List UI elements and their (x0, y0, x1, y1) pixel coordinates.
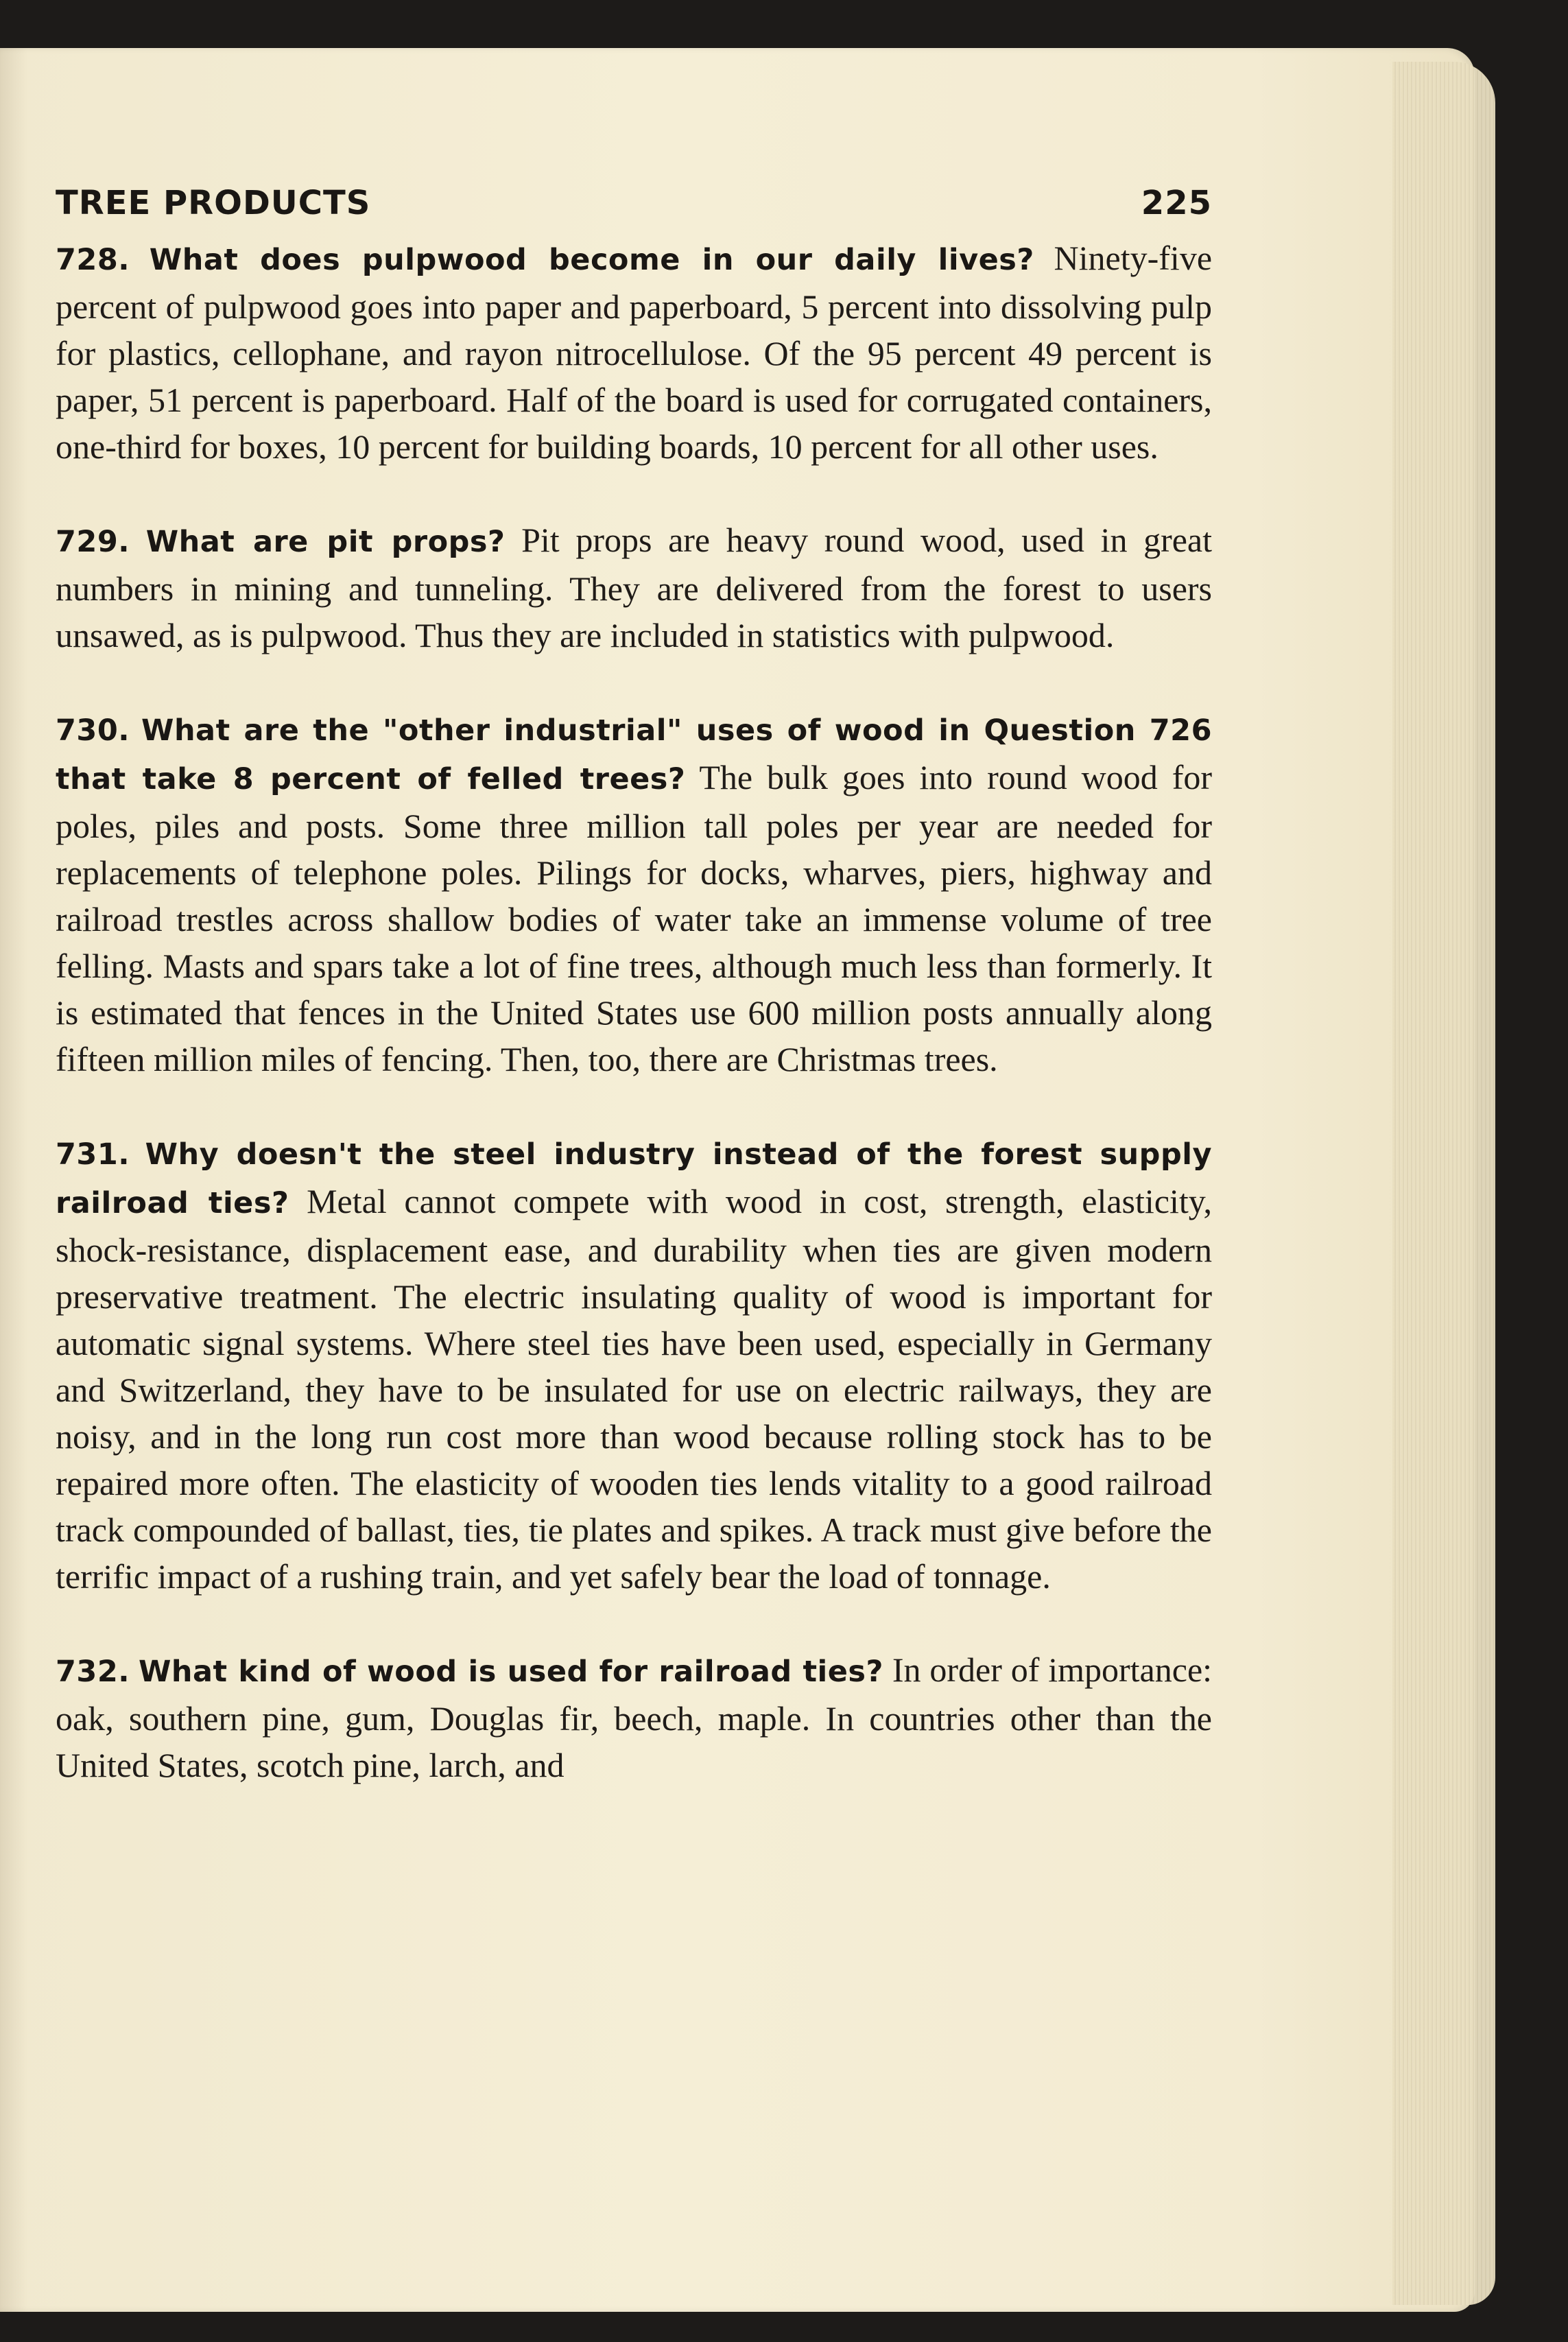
running-head: TREE PRODUCTS (56, 184, 371, 222)
qa-entry-732 (56, 1646, 1212, 1788)
question-number: 729. (56, 525, 130, 559)
spine-shadow (0, 48, 27, 2312)
question-text: What are the "other industrial" uses of wood in Question 726 that take 8 percent of felled trees? (56, 713, 1213, 796)
qa-entry-728 (56, 235, 1212, 470)
page-number: 225 (1141, 184, 1212, 222)
answer-text: The bulk goes into round wood for poles, piles and posts. Some three million tall poles per year are needed for replacements of telephone poles. Pilings for docks, wharves, piers, highway and railroad trestles across shallow bodies of water take an immense volume of tree felling. Masts and spars take a lot of fine trees, although much less than formerly. It is estimated that fences in the United States use 600 million posts annually along fifteen million miles of fencing. Then, too, there are Christmas trees. (56, 758, 1213, 1078)
question-number: 730. (56, 713, 130, 748)
question-text: What does pulpwood become in our daily lives? (149, 243, 1034, 277)
qa-entry-730 (56, 705, 1212, 1083)
answer-text: In order of importance: oak, southern pine, gum, Douglas fir, beech, maple. In countries other than the United States, scotch pine, larch, and (56, 1651, 1213, 1784)
qa-entry-731 (56, 1129, 1212, 1600)
question-text: Why doesn't the steel industry instead of the forest supply railroad ties? (56, 1137, 1212, 1220)
question-number: 731. (56, 1137, 130, 1172)
answer-text: Pit props are heavy round wood, used in great numbers in mining and tunneling. They are delivered from the forest to users unsawed, as is pulpwood. Thus they are included in statistics with pulpwood. (56, 521, 1213, 654)
page-content (56, 235, 1212, 1835)
qa-entry-729 (56, 517, 1212, 659)
question-text: What kind of wood is used for railroad ties? (138, 1655, 883, 1689)
question-number: 728. (56, 243, 130, 277)
page-edges (1392, 62, 1495, 2305)
answer-text: Metal cannot compete with wood in cost, strength, elasticity, shock-resistance, displacement ease, and durability when ties are given modern preservative treatment. The electric insulating quality of wood is important for automatic signal systems. Where steel ties have been used, especially in Germany and Switzerland, they have to be insulated for use on electric railways, they are noisy, and in the long run cost more than wood because rolling stock has to be repaired more often. The elasticity of wooden ties lends vitality to a good railroad track compounded of ballast, ties, tie plates and spikes. A track must give before the terrific impact of a rushing train, and yet safely bear the load of tonnage. (56, 1182, 1213, 1596)
question-text: What are pit props? (145, 525, 506, 559)
answer-text: Ninety-five percent of pulpwood goes into paper and paperboard, 5 percent into dissolving pulp for plastics, cellophane, and rayon nitrocellulose. Of the 95 percent 49 percent is paper, 51 percent is paperboard. Half of the board is used for corrugated containers, one-third for boxes, 10 percent for building boards, 10 percent for all other uses. (56, 239, 1213, 466)
question-number: 732. (56, 1655, 130, 1689)
